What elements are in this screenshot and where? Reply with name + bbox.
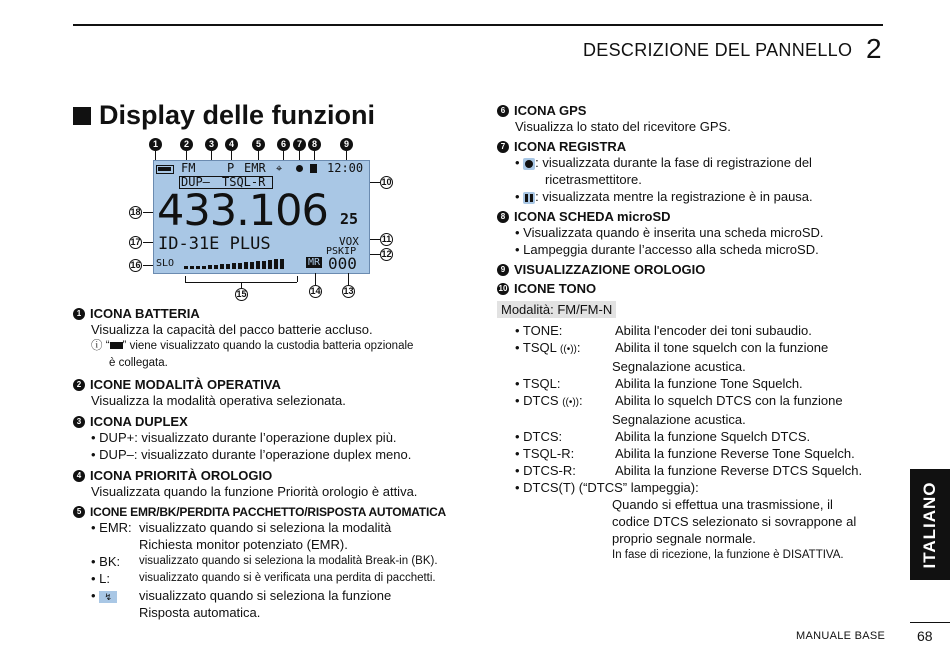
tone-row [497, 392, 887, 411]
item-title: ICONE TONO [514, 281, 597, 296]
lcd-channel-name: ID-31E PLUS [158, 234, 271, 254]
record-icon [296, 165, 303, 172]
item-number: 4 [73, 470, 85, 482]
item-title: ICONE MODALITÀ OPERATIVA [90, 377, 281, 392]
item-note [73, 338, 473, 355]
callout-12: 12 [381, 249, 392, 259]
mode-label: Modalità: FM/FM-N [497, 301, 616, 318]
callout-2: 2 [180, 138, 193, 151]
callout-8: 8 [308, 138, 321, 151]
record-text: : visualizzata durante la fase di registrazione del [535, 155, 812, 170]
item-title: ICONA BATTERIA [90, 306, 200, 321]
tone-colon: : [579, 393, 583, 408]
square-bullet-icon [73, 107, 91, 125]
callout-5: 5 [252, 138, 265, 151]
item-heading [73, 505, 473, 519]
item-number: 1 [73, 308, 85, 320]
lcd-vox: VOX [339, 235, 359, 248]
item-bullet: • DUP+: visualizzato durante l’operazione duplex più. [91, 430, 397, 445]
microsd-icon [310, 164, 317, 173]
battery-case-icon [110, 342, 123, 349]
callout-14: 14 [310, 286, 321, 296]
language-tab-label: ITALIANO [920, 480, 939, 569]
callout-3: 3 [205, 138, 218, 151]
callout-17: 17 [130, 237, 141, 247]
item-heading [497, 209, 887, 224]
note-cont: è collegata. [109, 357, 168, 369]
item-heading [497, 103, 887, 118]
tone-row [497, 445, 887, 462]
tone-value: Abilita l'encoder dei toni subaudio. [615, 323, 812, 338]
tone-value: Abilita lo squelch DTCS con la funzione [615, 393, 843, 408]
tone-row [497, 339, 887, 358]
beep-icon: ((•)) [562, 397, 580, 408]
callout-16: 16 [130, 260, 141, 270]
row-value: visualizzato quando si seleziona la modalità [139, 520, 392, 535]
tone-value: Abilita la funzione Reverse Tone Squelch. [615, 446, 855, 461]
tone-value: Abilita la funzione Tone Squelch. [615, 376, 803, 391]
tone-key: • DTCS: [515, 429, 563, 444]
dtcs-t-text: proprio segnale normale. [612, 531, 756, 546]
tone-key: • TSQL-R: [515, 446, 575, 461]
page-title-text: Display delle funzioni [99, 100, 376, 130]
lcd-priority: P [227, 161, 235, 175]
row-key: • BK: [91, 554, 121, 569]
top-rule [73, 24, 883, 26]
header-section-title: DESCRIZIONE DEL PANNELLO [583, 40, 853, 60]
row-value-cont: Richiesta monitor potenziato (EMR). [139, 537, 348, 552]
item-heading [497, 139, 887, 154]
item-heading [497, 281, 887, 296]
item-title: ICONA PRIORITÀ OROLOGIO [90, 468, 273, 483]
lcd-frequency-small: 25 [340, 210, 359, 228]
item-number: 2 [73, 379, 85, 391]
tone-key: • TONE: [515, 323, 563, 338]
callout-10: 10 [381, 177, 392, 187]
lcd-screen [153, 160, 370, 274]
note-text: ” viene visualizzato quando la custodia batteria opzionale [122, 340, 414, 352]
item-text: Visualizza la modalità operativa selezionata. [91, 393, 346, 408]
lcd-tone: TSQL-R [222, 175, 266, 189]
tone-key: • TSQL: [515, 376, 561, 391]
footer-rule [910, 622, 950, 623]
row-value: visualizzato quando si seleziona la modalità Break-in (BK). [139, 555, 438, 567]
dtcs-t-text: codice DTCS selezionato si sovrappone al [612, 514, 857, 529]
item-title: VISUALIZZAZIONE OROLOGIO [514, 262, 706, 277]
dtcs-t-label: • DTCS(T) (“DTCS” lampeggia): [515, 480, 699, 495]
pause-icon [523, 192, 535, 204]
item-number: 8 [497, 211, 509, 223]
tone-value-cont: Segnalazione acustica. [612, 359, 746, 374]
item-title: ICONA SCHEDA microSD [514, 209, 671, 224]
pause-text: : visualizzata mentre la registrazione è in pausa. [535, 189, 813, 204]
tone-value: Abilita la funzione Reverse DTCS Squelch. [615, 463, 863, 478]
tone-value: Abilita la funzione Squelch DTCS. [615, 429, 811, 444]
item-row [73, 519, 473, 536]
lcd-slo: SLO [156, 258, 175, 269]
callout-6: 6 [277, 138, 290, 151]
info-icon: ⓘ [91, 340, 103, 352]
battery-icon [156, 165, 174, 174]
tone-row [497, 375, 887, 392]
item-bullet: • Visualizzata quando è inserita una scheda microSD. [515, 225, 824, 240]
row-value: visualizzato quando si seleziona la funzione [139, 588, 392, 603]
item-text: Visualizzata quando la funzione Priorità orologio è attiva. [91, 484, 418, 499]
item-heading [73, 468, 473, 483]
note-quote-open: “ [105, 340, 110, 352]
item-heading [73, 414, 473, 429]
callout-7: 7 [293, 138, 306, 151]
item-row [73, 570, 473, 587]
tone-value: Abilita il tone squelch con la funzione [615, 340, 829, 355]
page-title [73, 100, 375, 131]
row-value: visualizzato quando si è verificata una perdita di pacchetti. [139, 572, 436, 584]
item-row: • : visualizzata mentre la registrazione è in pausa. [515, 189, 813, 204]
dtcs-t-note: In fase di ricezione, la funzione è DISATTIVA. [612, 549, 844, 561]
item-number: 5 [73, 506, 85, 518]
record-icon [523, 158, 535, 170]
lcd-mr: MR [308, 257, 321, 268]
left-column [73, 304, 473, 621]
item-number: 3 [73, 416, 85, 428]
item-number: 7 [497, 141, 509, 153]
row-key: • [91, 588, 96, 603]
row-key: • L: [91, 571, 111, 586]
callout-11: 11 [381, 234, 392, 244]
item-number: 10 [498, 283, 508, 293]
item-title: ICONE EMR/BK/PERDITA PACCHETTO/RISPOSTA AUTOMATICA [90, 505, 447, 519]
row-key: • EMR: [91, 520, 132, 535]
callout-1: 1 [149, 138, 162, 151]
tone-row [497, 462, 887, 479]
lcd-clock: 12:00 [327, 161, 364, 175]
language-tab [910, 469, 950, 580]
item-row: • : visualizzata durante la fase di registrazione del [515, 155, 812, 170]
item-title: ICONA GPS [514, 103, 587, 118]
lcd-mode: FM [181, 161, 196, 175]
page-number: 68 [917, 628, 933, 644]
tone-key: • TSQL [515, 340, 557, 355]
item-row [73, 587, 473, 604]
item-text: Visualizza lo stato del ricevitore GPS. [515, 119, 731, 134]
dtcs-t-text: Quando si effettua una trasmissione, il [612, 497, 833, 512]
tone-value-cont: Segnalazione acustica. [612, 412, 746, 427]
callout-13: 13 [343, 286, 354, 296]
item-heading [73, 306, 473, 321]
s-meter [184, 259, 294, 269]
item-heading [73, 377, 473, 392]
callout-18: 18 [130, 207, 141, 217]
item-title: ICONA DUPLEX [90, 414, 188, 429]
footer-label: MANUALE BASE [796, 630, 886, 642]
callout-15: 15 [236, 289, 247, 299]
gps-icon: ⌖ [276, 162, 283, 175]
lcd-diagram [125, 138, 410, 303]
lcd-duplex: DUP– [181, 175, 210, 189]
item-number: 6 [497, 105, 509, 117]
tone-row [497, 428, 887, 445]
item-number: 9 [497, 264, 509, 276]
lcd-pskip: PSKIP [326, 246, 357, 257]
item-heading [497, 262, 887, 277]
tone-key: • DTCS-R: [515, 463, 576, 478]
lcd-channel: 000 [328, 254, 357, 273]
lcd-frequency: 433.106 [157, 186, 328, 236]
beep-icon: ((•)) [560, 344, 577, 355]
tone-row [497, 322, 887, 339]
record-text-cont: ricetrasmettitore. [545, 172, 642, 187]
item-text: Visualizza la capacità del pacco batterie accluso. [91, 322, 373, 337]
item-bullet: • DUP–: visualizzato durante l’operazione duplex meno. [91, 447, 412, 462]
tone-colon: : [576, 340, 581, 355]
tone-key: • DTCS [515, 393, 559, 408]
lcd-emr: EMR [244, 161, 266, 175]
callout-4: 4 [225, 138, 238, 151]
chapter-number: 2 [866, 33, 882, 64]
right-column [497, 101, 887, 564]
auto-reply-icon: ↯ [99, 591, 117, 603]
callout-9: 9 [340, 138, 353, 151]
row-value-cont: Risposta automatica. [139, 605, 261, 620]
item-bullet: • Lampeggia durante l’accesso alla scheda microSD. [515, 242, 819, 257]
item-row [73, 553, 473, 570]
item-title: ICONA REGISTRA [514, 139, 627, 154]
